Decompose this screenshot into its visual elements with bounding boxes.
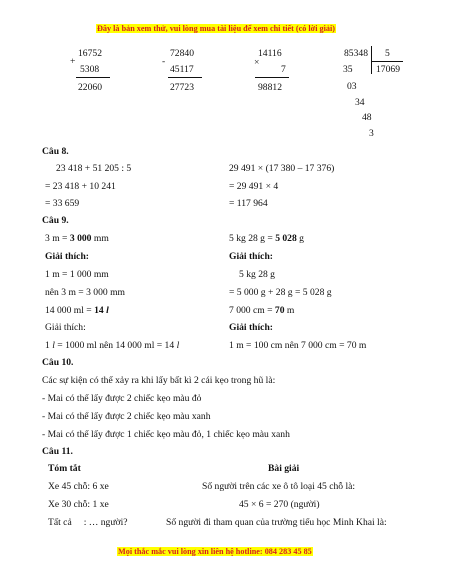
q9-left-explain-heading: Giải thích:: [45, 251, 89, 262]
subtraction-rule: [168, 77, 202, 78]
q8-left-line: = 23 418 + 10 241: [45, 181, 116, 192]
quotient: 17069: [376, 64, 400, 75]
answer-value: 14: [94, 305, 104, 316]
answer-unit: m: [284, 305, 295, 316]
solution-line: Số người đi tham quan của trường tiểu học Minh Khai là:: [166, 517, 387, 528]
solution-line: 45 × 6 = 270 (người): [239, 499, 320, 510]
multiplier: 7: [281, 64, 286, 75]
summary-line: Tất cả : … người?: [48, 517, 128, 528]
q10-intro: Các sự kiện có thể xảy ra khi lấy bất kì 2 cái kẹo trong hũ là:: [42, 375, 276, 386]
header-banner: Đây là bản xem thử, vui lòng mua tài liệu để xem chi tiết (có lời giải): [97, 24, 336, 33]
q8-right-line: = 117 964: [229, 198, 268, 209]
subtraction-result: 27723: [170, 82, 194, 93]
text-part: 1: [45, 340, 53, 351]
answer-text: 7 000 cm =: [229, 305, 275, 316]
addend-1: 16752: [78, 48, 102, 59]
division-horizontal-rule: [371, 61, 403, 62]
multiplication-result: 98812: [258, 82, 282, 93]
footer-banner: Mọi thắc mắc vui lòng xin liên hệ hotline: 084 283 45 85: [118, 547, 312, 556]
q8-left-line: 23 418 + 51 205 : 5: [56, 163, 132, 174]
q9-left-line: [45, 340, 179, 351]
q9-right-line: 5 kg 28 g: [239, 269, 275, 280]
answer-value: 3 000: [69, 233, 92, 244]
question-8-title: Câu 8.: [42, 146, 69, 157]
question-11-title: Câu 11.: [42, 446, 73, 457]
q9-left-line: nên 3 m = 3 000 mm: [45, 287, 126, 298]
division-step: 35: [343, 64, 353, 75]
division-step: 48: [362, 112, 372, 123]
addition-result: 22060: [78, 82, 102, 93]
q9-right-explain-heading: Giải thích:: [229, 322, 273, 333]
times-sign: ×: [254, 57, 260, 68]
q9-right-line: 1 m = 100 cm nên 7 000 cm = 70 m: [229, 340, 367, 351]
summary-line: Xe 30 chỗ: 1 xe: [48, 499, 109, 510]
text-part: = 1000 ml nên 14 000 ml = 14: [54, 340, 177, 351]
q9-left-explain-heading: Giải thích:: [45, 322, 86, 333]
minuend: 72840: [170, 48, 194, 59]
answer-text: 5 kg 28 g =: [229, 233, 276, 244]
q8-right-line: = 29 491 × 4: [229, 181, 279, 192]
answer-unit: mm: [91, 233, 109, 244]
solution-heading: Bài giải: [268, 463, 300, 474]
answer-unit: g: [296, 233, 304, 244]
q10-item: - Mai có thể lấy được 2 chiếc kẹo màu đỏ: [42, 393, 202, 404]
answer-text: 3 m =: [45, 233, 70, 244]
q8-right-line: 29 491 × (17 380 – 17 376): [229, 163, 335, 174]
addend-2: 5308: [80, 64, 100, 75]
question-10-title: Câu 10.: [42, 357, 74, 368]
q9-right-explain-heading: Giải thích:: [229, 251, 273, 262]
subtrahend: 45117: [170, 64, 194, 75]
division-step: 3: [369, 128, 374, 139]
division-vertical-rule: [371, 46, 372, 74]
multiplicand: 14116: [258, 48, 282, 59]
q10-item: - Mai có thể lấy được 2 chiếc kẹo màu xanh: [42, 411, 211, 422]
q9-left-answer: [45, 233, 109, 244]
q9-right-line: = 5 000 g + 28 g = 5 028 g: [229, 287, 332, 298]
plus-sign: +: [70, 56, 76, 67]
multiplication-rule: [255, 77, 289, 78]
minus-sign: -: [162, 56, 166, 67]
q9-left-answer-2: [45, 305, 109, 316]
addition-rule: [76, 77, 110, 78]
q9-right-answer: [229, 233, 304, 244]
division-step: 34: [355, 97, 365, 108]
dividend: 85348: [344, 48, 368, 59]
liter-unit: l: [176, 340, 180, 351]
liter-unit: l: [52, 340, 55, 351]
answer-value: 70: [274, 305, 285, 316]
question-9-title: Câu 9.: [42, 215, 69, 226]
q8-left-line: = 33 659: [45, 198, 80, 209]
q9-left-line: 1 m = 1 000 mm: [45, 269, 109, 280]
division-step: 03: [347, 81, 357, 92]
answer-value: 5 028: [275, 233, 297, 244]
answer-text: 14 000 ml =: [45, 305, 95, 316]
summary-heading: Tóm tắt: [48, 463, 81, 474]
q10-item: - Mai có thể lấy được 1 chiếc kẹo màu đỏ, 1 chiếc kẹo màu xanh: [42, 429, 290, 440]
solution-line: Số người trên các xe ô tô loại 45 chỗ là:: [202, 481, 356, 492]
q9-right-answer-2: [229, 305, 294, 316]
divisor: 5: [385, 48, 390, 59]
answer-unit: l: [106, 305, 109, 316]
summary-line: Xe 45 chỗ: 6 xe: [48, 481, 109, 492]
